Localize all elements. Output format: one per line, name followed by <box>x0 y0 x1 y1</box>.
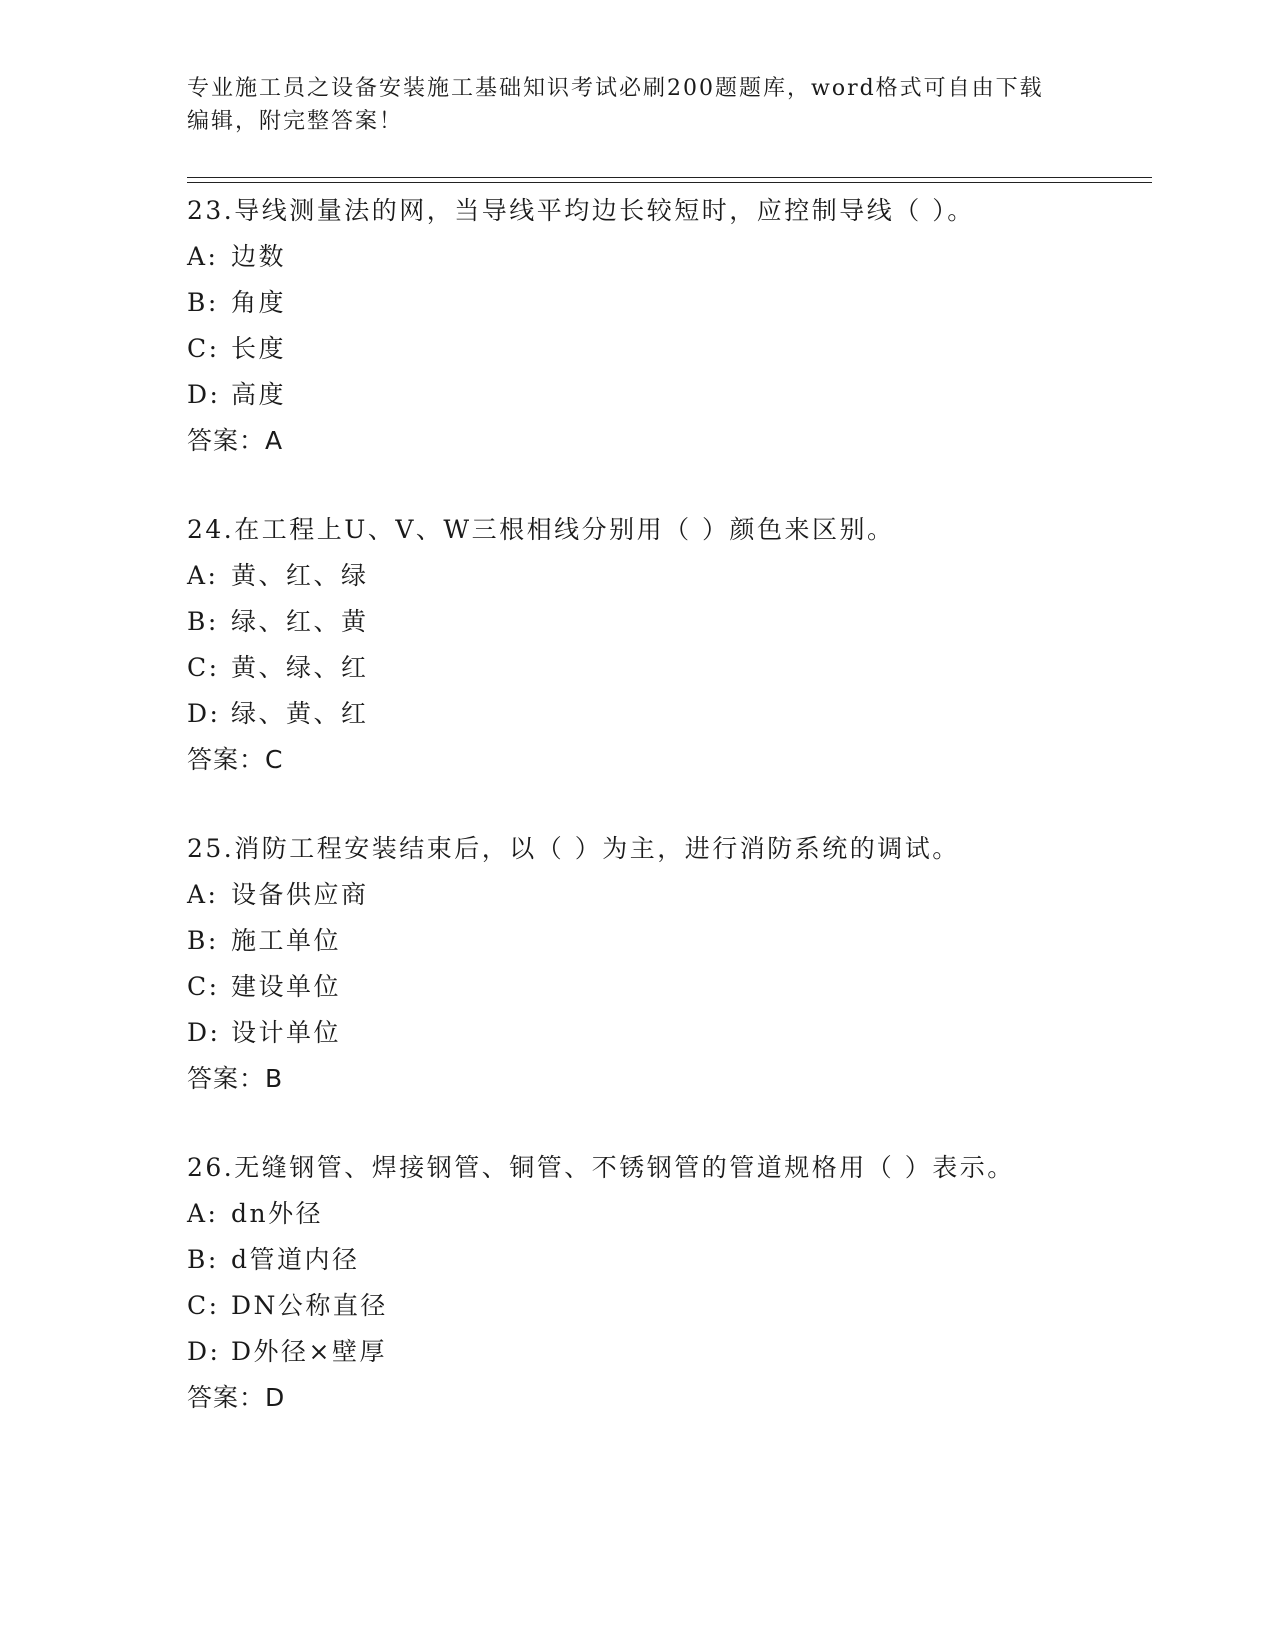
header-line-2: 编辑，附完整答案！ <box>187 109 404 134</box>
option-text: 黄、绿、红 <box>231 653 369 682</box>
option-d <box>187 1010 1147 1056</box>
option-a <box>187 1191 1147 1237</box>
answer-value: A <box>265 426 284 455</box>
answer-label: 答案： <box>187 1064 266 1093</box>
option-a <box>187 553 1147 599</box>
option-letter: C: <box>187 334 220 363</box>
option-c <box>187 1283 1147 1329</box>
option-text: 长度 <box>231 334 287 363</box>
question-24 <box>187 507 1147 783</box>
option-a <box>187 872 1147 918</box>
option-text: 施工单位 <box>231 926 342 955</box>
option-text: dn外径 <box>231 1199 324 1228</box>
option-text: 黄、红、绿 <box>231 561 369 590</box>
option-text: 设计单位 <box>231 1018 342 1047</box>
answer-value: B <box>265 1064 284 1093</box>
option-letter: D: <box>187 1337 221 1366</box>
option-a <box>187 234 1147 280</box>
answer-label: 答案： <box>187 426 266 455</box>
option-letter: A: <box>187 1199 219 1228</box>
answer-line <box>187 1375 1147 1421</box>
question-title: 24.在工程上U、V、W三根相线分别用（ ）颜色来区别。 <box>187 515 895 544</box>
answer-label: 答案： <box>187 1383 266 1412</box>
answer-value: C <box>265 745 284 774</box>
option-text: 高度 <box>231 380 287 409</box>
answer-line <box>187 1056 1147 1102</box>
option-letter: D: <box>187 380 221 409</box>
option-c <box>187 645 1147 691</box>
option-b <box>187 918 1147 964</box>
option-text: 边数 <box>231 242 287 271</box>
option-text: d管道内径 <box>231 1245 360 1274</box>
option-letter: B: <box>187 607 219 636</box>
option-letter: D: <box>187 699 221 728</box>
option-text: D外径×壁厚 <box>231 1337 387 1366</box>
option-text: DN公称直径 <box>231 1291 388 1320</box>
option-text: 设备供应商 <box>231 880 369 909</box>
answer-line <box>187 737 1147 783</box>
option-d <box>187 691 1147 737</box>
option-letter: A: <box>187 880 219 909</box>
option-text: 绿、红、黄 <box>231 607 369 636</box>
document-header <box>187 72 1087 138</box>
header-divider-top <box>187 177 1152 178</box>
option-c <box>187 326 1147 372</box>
option-b <box>187 599 1147 645</box>
question-title: 26.无缝钢管、焊接钢管、铜管、不锈钢管的管道规格用（ ）表示。 <box>187 1153 1015 1182</box>
question-26 <box>187 1145 1147 1421</box>
option-letter: A: <box>187 242 219 271</box>
option-d <box>187 372 1147 418</box>
option-letter: B: <box>187 1245 219 1274</box>
header-divider-bottom <box>187 182 1152 183</box>
answer-label: 答案： <box>187 745 266 774</box>
option-letter: C: <box>187 653 220 682</box>
option-text: 绿、黄、红 <box>231 699 369 728</box>
option-letter: B: <box>187 288 219 317</box>
answer-line <box>187 418 1147 464</box>
option-text: 建设单位 <box>231 972 342 1001</box>
question-title: 23.导线测量法的网，当导线平均边长较短时，应控制导线（ ）。 <box>187 196 975 225</box>
option-b <box>187 280 1147 326</box>
option-c <box>187 964 1147 1010</box>
header-line-1: 专业施工员之设备安装施工基础知识考试必刷200题题库，word格式可自由下载 <box>187 76 1044 101</box>
option-letter: C: <box>187 1291 220 1320</box>
question-23 <box>187 188 1147 464</box>
question-title: 25.消防工程安装结束后，以（ ）为主，进行消防系统的调试。 <box>187 834 960 863</box>
option-letter: B: <box>187 926 219 955</box>
option-text: 角度 <box>231 288 287 317</box>
option-letter: D: <box>187 1018 221 1047</box>
question-25 <box>187 826 1147 1102</box>
answer-value: D <box>265 1383 286 1412</box>
option-letter: A: <box>187 561 219 590</box>
option-b <box>187 1237 1147 1283</box>
option-letter: C: <box>187 972 220 1001</box>
option-d <box>187 1329 1147 1375</box>
